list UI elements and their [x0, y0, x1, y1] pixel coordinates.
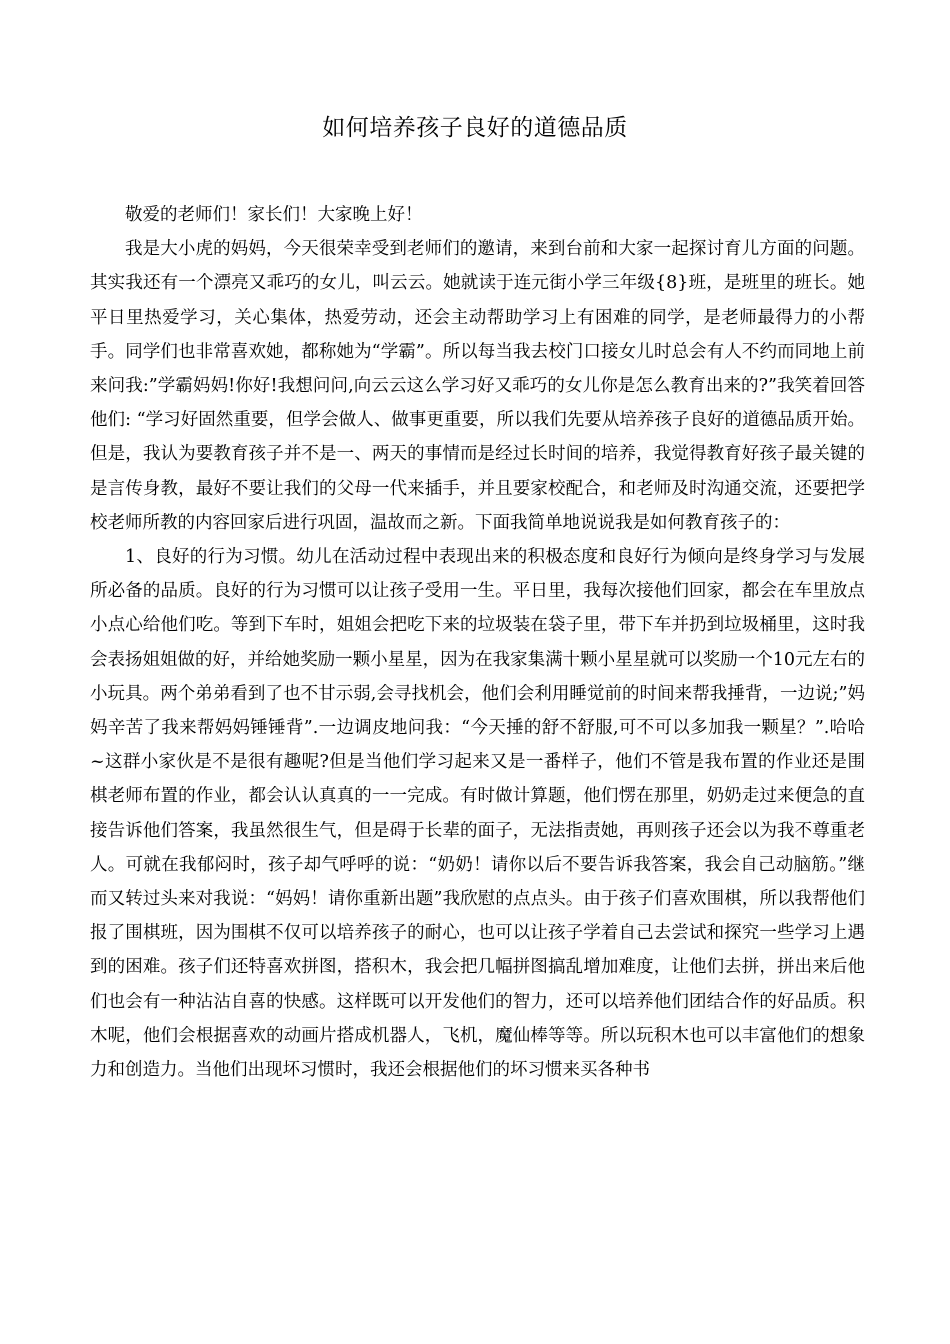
document-body	[90, 198, 865, 1087]
document-title: 如何培养孩子良好的道德品质	[322, 115, 628, 141]
introduction-paragraph: 我是大小虎的妈妈，今天很荣幸受到老师们的邀请，来到台前和大家一起探讨育儿方面的问题。其实我还有一个漂亮又乖巧的女儿，叫云云。她就读于连元街小学三年级{8}班，是班里的班长。她平日里热爱学习，关心集体，热爱劳动，还会主动帮助学习上有困难的同学，是老师最得力的小帮手。同学们也非常喜欢她，都称她为“学霸”。所以每当我去校门口接女儿时总会有人不约而同地上前来问我:”学霸妈妈!你好!我想问问,向云云这么学习好又乖巧的女儿你是怎么教育出来的?”我笑着回答他们: “学习好固然重要，但学会做人、做事更重要，所以我们先要从培养孩子良好的道德品质开始。但是，我认为要教育孩子并不是一、两天的事情而是经过长时间的培养，我觉得教育好孩子最关键的是言传身教，最好不要让我们的父母一代来插手，并且要家校配合，和老师及时沟通交流，还要把学校老师所教的内容回家后进行巩固，温故而之新。下面我简单地说说我是如何教育孩子的：	[90, 239, 865, 533]
behavior-habits-paragraph: 1、良好的行为习惯。幼儿在活动过程中表现出来的积极态度和良好行为倾向是终身学习与发展所必备的品质。良好的行为习惯可以让孩子受用一生。平日里，我每次接他们回家，都会在车里放点小点心给他们吃。等到下车时，姐姐会把吃下来的垃圾装在袋子里，带下车并扔到垃圾桶里，这时我会表扬姐姐做的好，并给她奖励一颗小星星，因为在我家集满十颗小星星就可以奖励一个10元左右的小玩具。两个弟弟看到了也不甘示弱,会寻找机会，他们会利用睡觉前的时间来帮我捶背，一边说;”妈妈辛苦了我来帮妈妈锤锤背”.一边调皮地问我：“今天捶的舒不舒服,可不可以多加我一颗星？”.哈哈~这群小家伙是不是很有趣呢?但是当他们学习起来又是一番样子，他们不管是我布置的作业还是围棋老师布置的作业，都会认认真真的一一完成。有时做计算题，他们愣在那里，奶奶走过来便急的直接告诉他们答案，我虽然很生气，但是碍于长辈的面子，无法指责她，再则孩子还会以为我不尊重老人。可就在我郁闷时，孩子却气呼呼的说：“奶奶！请你以后不要告诉我答案，我会自己动脑筋。”继而又转过头来对我说：“妈妈！请你重新出题”我欣慰的点点头。由于孩子们喜欢围棋，所以我帮他们报了围棋班，因为围棋不仅可以培养孩子的耐心，也可以让孩子学着自己去尝试和探究一些学习上遇到的困难。孩子们还特喜欢拼图，搭积木，我会把几幅拼图搞乱增加难度，让他们去拼，拼出来后他们也会有一种沾沾自喜的快感。这样既可以开发他们的智力，还可以培养他们团结合作的好品质。积木呢，他们会根据喜欢的动画片搭成机器人，飞机，魔仙棒等等。所以玩积木也可以丰富他们的想象力和创造力。当他们出现坏习惯时，我还会根据他们的坏习惯来买各种书	[90, 547, 865, 1081]
greeting-paragraph: 敬爱的老师们！家长们！大家晚上好！	[125, 205, 423, 225]
